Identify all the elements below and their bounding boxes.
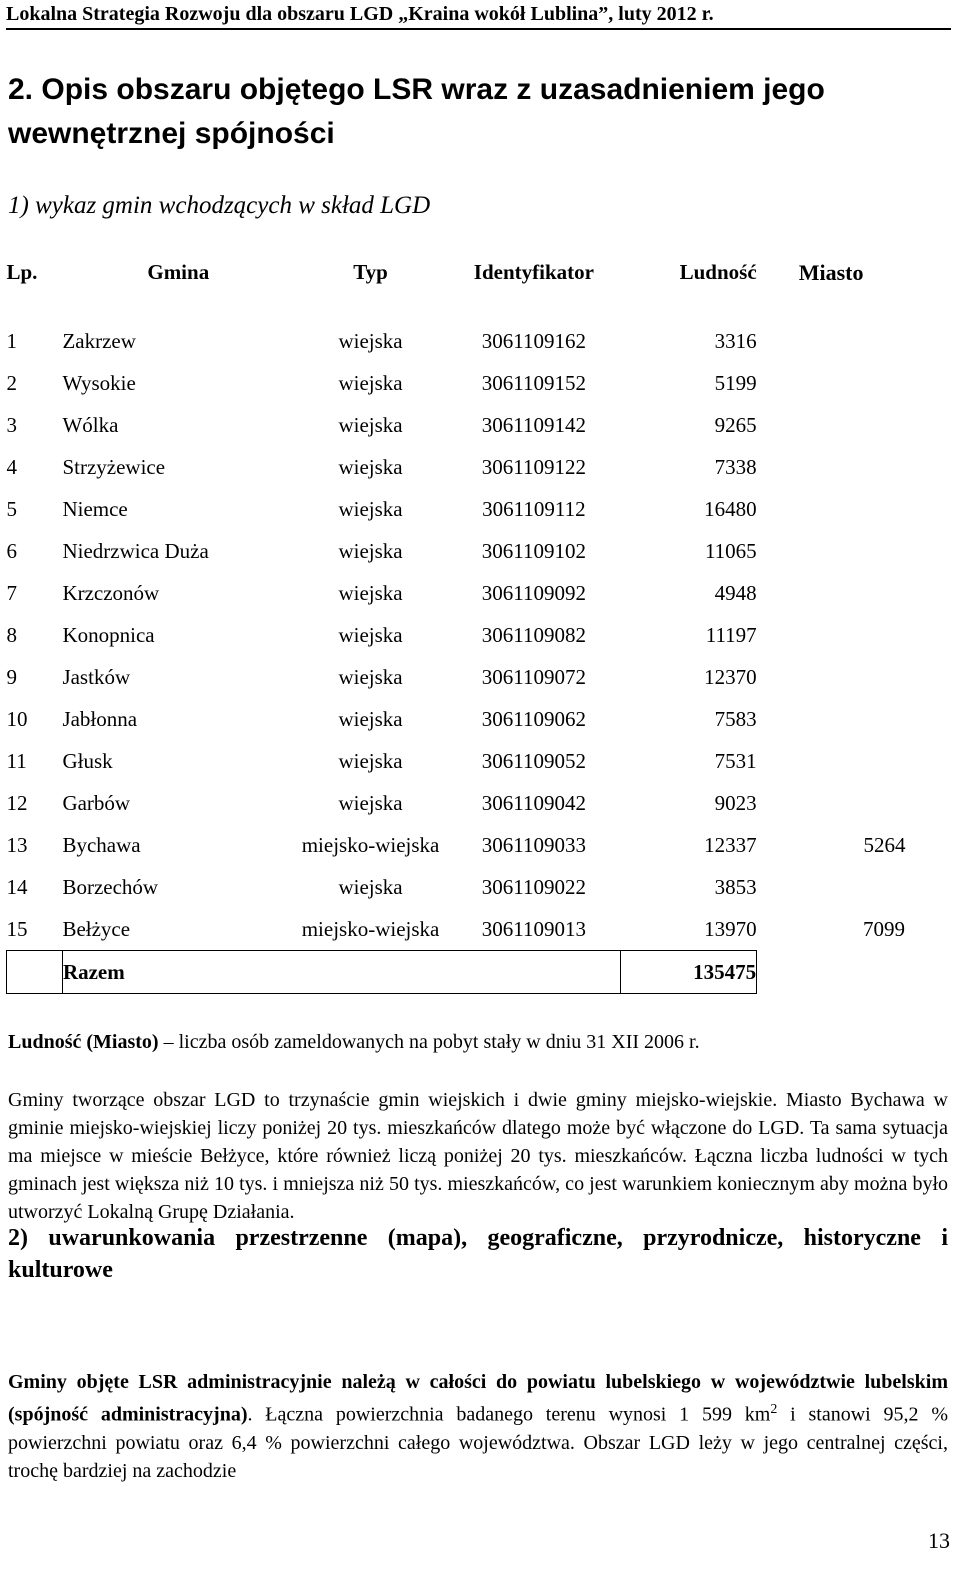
row-typ: wiejska [338,370,403,395]
para2-text-b: i stanowi 95,2 % powierzchni powiatu oraz 6,4 % powierzchni całego województwa. Obszar LGD leży w jego centralnej części, trochę bardziej na zachodzie [8,1403,949,1482]
paragraph-uwarunkowania [8,1368,948,1485]
row-ludnosc: 4948 [714,580,757,605]
total-gap-cell [447,951,621,994]
row-ludnosc: 9265 [714,412,757,437]
row-gmina: Wólka [62,412,119,437]
row-ludnosc: 13970 [704,916,757,941]
row-miasto [757,740,906,782]
row-lp: 5 [6,496,17,521]
row-gmina: Bełżyce [62,916,131,941]
row-lp: 8 [6,622,17,647]
col-header-gmina: Gmina [147,260,210,284]
row-gmina: Krzczonów [62,580,160,605]
row-identyfikator: 3061109152 [481,370,586,395]
row-gmina: Niedrzwica Duża [62,538,209,563]
row-lp: 1 [6,328,17,353]
row-ludnosc: 11197 [705,622,757,647]
row-ludnosc: 12370 [704,664,757,689]
para2-text-a: . Łączna powierzchnia badanego terenu wynosi 1 599 km [247,1403,771,1426]
row-gmina: Garbów [62,790,131,815]
row-lp: 13 [6,832,28,857]
row-lp: 3 [6,412,17,437]
page-number: 13 [928,1528,950,1553]
row-identyfikator: 3061109142 [481,412,586,437]
row-identyfikator: 3061109072 [481,664,586,689]
row-typ: wiejska [338,580,403,605]
table-row [7,614,906,656]
para2-bold: Gminy objęte LSR administracyjnie należą w całości do powiatu lubelskiego w województwie lubelskim (spójność administracyjna) [8,1371,948,1426]
row-typ: wiejska [338,328,403,353]
row-miasto [757,572,906,614]
row-identyfikator: 3061109102 [481,538,586,563]
row-gmina: Strzyżewice [62,454,166,479]
row-identyfikator: 3061109112 [482,496,586,521]
row-typ: wiejska [338,664,403,689]
row-lp: 12 [6,790,28,815]
row-miasto [757,404,906,446]
table-header-row [7,252,906,320]
row-miasto [757,320,906,362]
row-ludnosc: 7531 [714,748,757,773]
table-row [7,656,906,698]
row-identyfikator: 3061109122 [481,454,586,479]
row-identyfikator: 3061109162 [481,328,586,353]
row-ludnosc: 7338 [714,454,757,479]
row-lp: 10 [6,706,28,731]
row-ludnosc: 5199 [714,370,757,395]
running-header: Lokalna Strategia Rozwoju dla obszaru LGD „Kraina wokół Lublina”, luty 2012 r. [6,0,951,30]
note-bold: Ludność (Miasto) [8,1031,159,1053]
col-header-ludnosc: Ludność [679,260,757,284]
row-miasto [757,614,906,656]
row-typ: wiejska [338,748,403,773]
row-identyfikator: 3061109092 [481,580,586,605]
row-miasto [757,488,906,530]
row-typ: wiejska [338,454,403,479]
row-lp: 6 [6,538,17,563]
row-miasto [757,656,906,698]
row-gmina: Zakrzew [62,328,136,353]
total-value: 135475 [621,951,757,994]
row-lp: 7 [6,580,17,605]
table-row [7,866,906,908]
row-gmina: Niemce [62,496,128,521]
row-typ: wiejska [338,622,403,647]
municipalities-table [6,252,906,994]
row-gmina: Jastków [62,664,131,689]
row-ludnosc: 9023 [714,790,757,815]
row-lp: 9 [6,664,17,689]
row-lp: 11 [6,748,27,773]
row-typ: wiejska [338,706,403,731]
note-text: – liczba osób zameldowanych na pobyt stały w dniu 31 XII 2006 r. [158,1031,700,1053]
col-header-miasto: Miasto [798,260,864,285]
total-row [7,951,906,994]
row-typ: wiejska [338,412,403,437]
row-gmina: Borzechów [62,874,159,899]
row-ludnosc: 16480 [704,496,757,521]
row-lp: 15 [6,916,28,941]
row-gmina: Głusk [62,748,113,773]
col-header-typ: Typ [353,260,388,284]
total-empty-cell [7,951,63,994]
population-note [8,1028,948,1056]
row-gmina: Konopnica [62,622,155,647]
row-identyfikator: 3061109042 [481,790,586,815]
row-typ: wiejska [338,496,403,521]
total-blank-cell [757,951,906,994]
row-typ: miejsko-wiejska [301,832,440,857]
row-ludnosc: 7583 [714,706,757,731]
row-lp: 14 [6,874,28,899]
table-row [7,362,906,404]
table-row [7,404,906,446]
row-ludnosc: 12337 [704,832,757,857]
row-miasto: 7099 [863,916,905,941]
section-title: 2. Opis obszaru objętego LSR wraz z uzasadnieniem jego wewnętrznej spójności [8,73,825,150]
row-identyfikator: 3061109082 [481,622,586,647]
table-row [7,824,906,866]
row-identyfikator: 3061109052 [481,748,586,773]
total-gap-cell [294,951,447,994]
row-miasto [757,362,906,404]
row-identyfikator: 3061109022 [481,874,586,899]
row-lp: 2 [6,370,17,395]
col-header-lp: Lp. [6,260,38,284]
row-miasto [757,866,906,908]
table-row [7,782,906,824]
row-ludnosc: 11065 [704,538,757,563]
row-identyfikator: 3061109013 [481,916,586,941]
row-miasto [757,446,906,488]
row-miasto: 5264 [863,832,906,857]
table-row [7,530,906,572]
col-header-identyfikator: Identyfikator [473,260,594,284]
table-row [7,572,906,614]
row-gmina: Bychawa [62,832,141,857]
subsection-title: 1) wykaz gmin wchodzących w skład LGD [8,192,431,219]
total-label: Razem [62,951,294,994]
row-lp: 4 [6,454,17,479]
table-row [7,446,906,488]
row-gmina: Wysokie [62,370,136,395]
row-identyfikator: 3061109033 [481,832,586,857]
row-ludnosc: 3853 [714,874,757,899]
row-typ: miejsko-wiejska [301,916,440,941]
row-miasto [757,698,906,740]
row-miasto [757,782,906,824]
table-row [7,908,906,951]
table-row [7,320,906,362]
row-typ: wiejska [338,538,403,563]
para2-sup: 2 [770,1402,778,1417]
paragraph-gminy: Gminy tworzące obszar LGD to trzynaście gmin wiejskich i dwie gminy miejsko-wiejskie. Miasto Bychawa w gminie miejsko-wiejskiej liczy poniżej 20 tys. mieszkańców dlatego może być włączone do LGD. Ta sama sytuacja ma miejsce w mieście Bełżyce, które również liczą poniżej 20 tys. mieszkańców. Łączna liczba ludności w tych gminach jest większa niż 10 tys. i mniejsza niż 50 tys. mieszkańców, co jest warunkiem koniecznym aby można było utworzyć Lokalną Grupę Działania. [8,1089,948,1223]
row-typ: wiejska [338,874,403,899]
row-gmina: Jabłonna [62,706,138,731]
table-row [7,698,906,740]
row-ludnosc: 3316 [714,328,757,353]
table-row [7,740,906,782]
row-miasto [757,530,906,572]
row-typ: wiejska [338,790,403,815]
table-row [7,488,906,530]
row-identyfikator: 3061109062 [481,706,586,731]
section2-title: 2) uwarunkowania przestrzenne (mapa), geograficzne, przyrodnicze, historyczne i kulturowe [8,1225,948,1283]
